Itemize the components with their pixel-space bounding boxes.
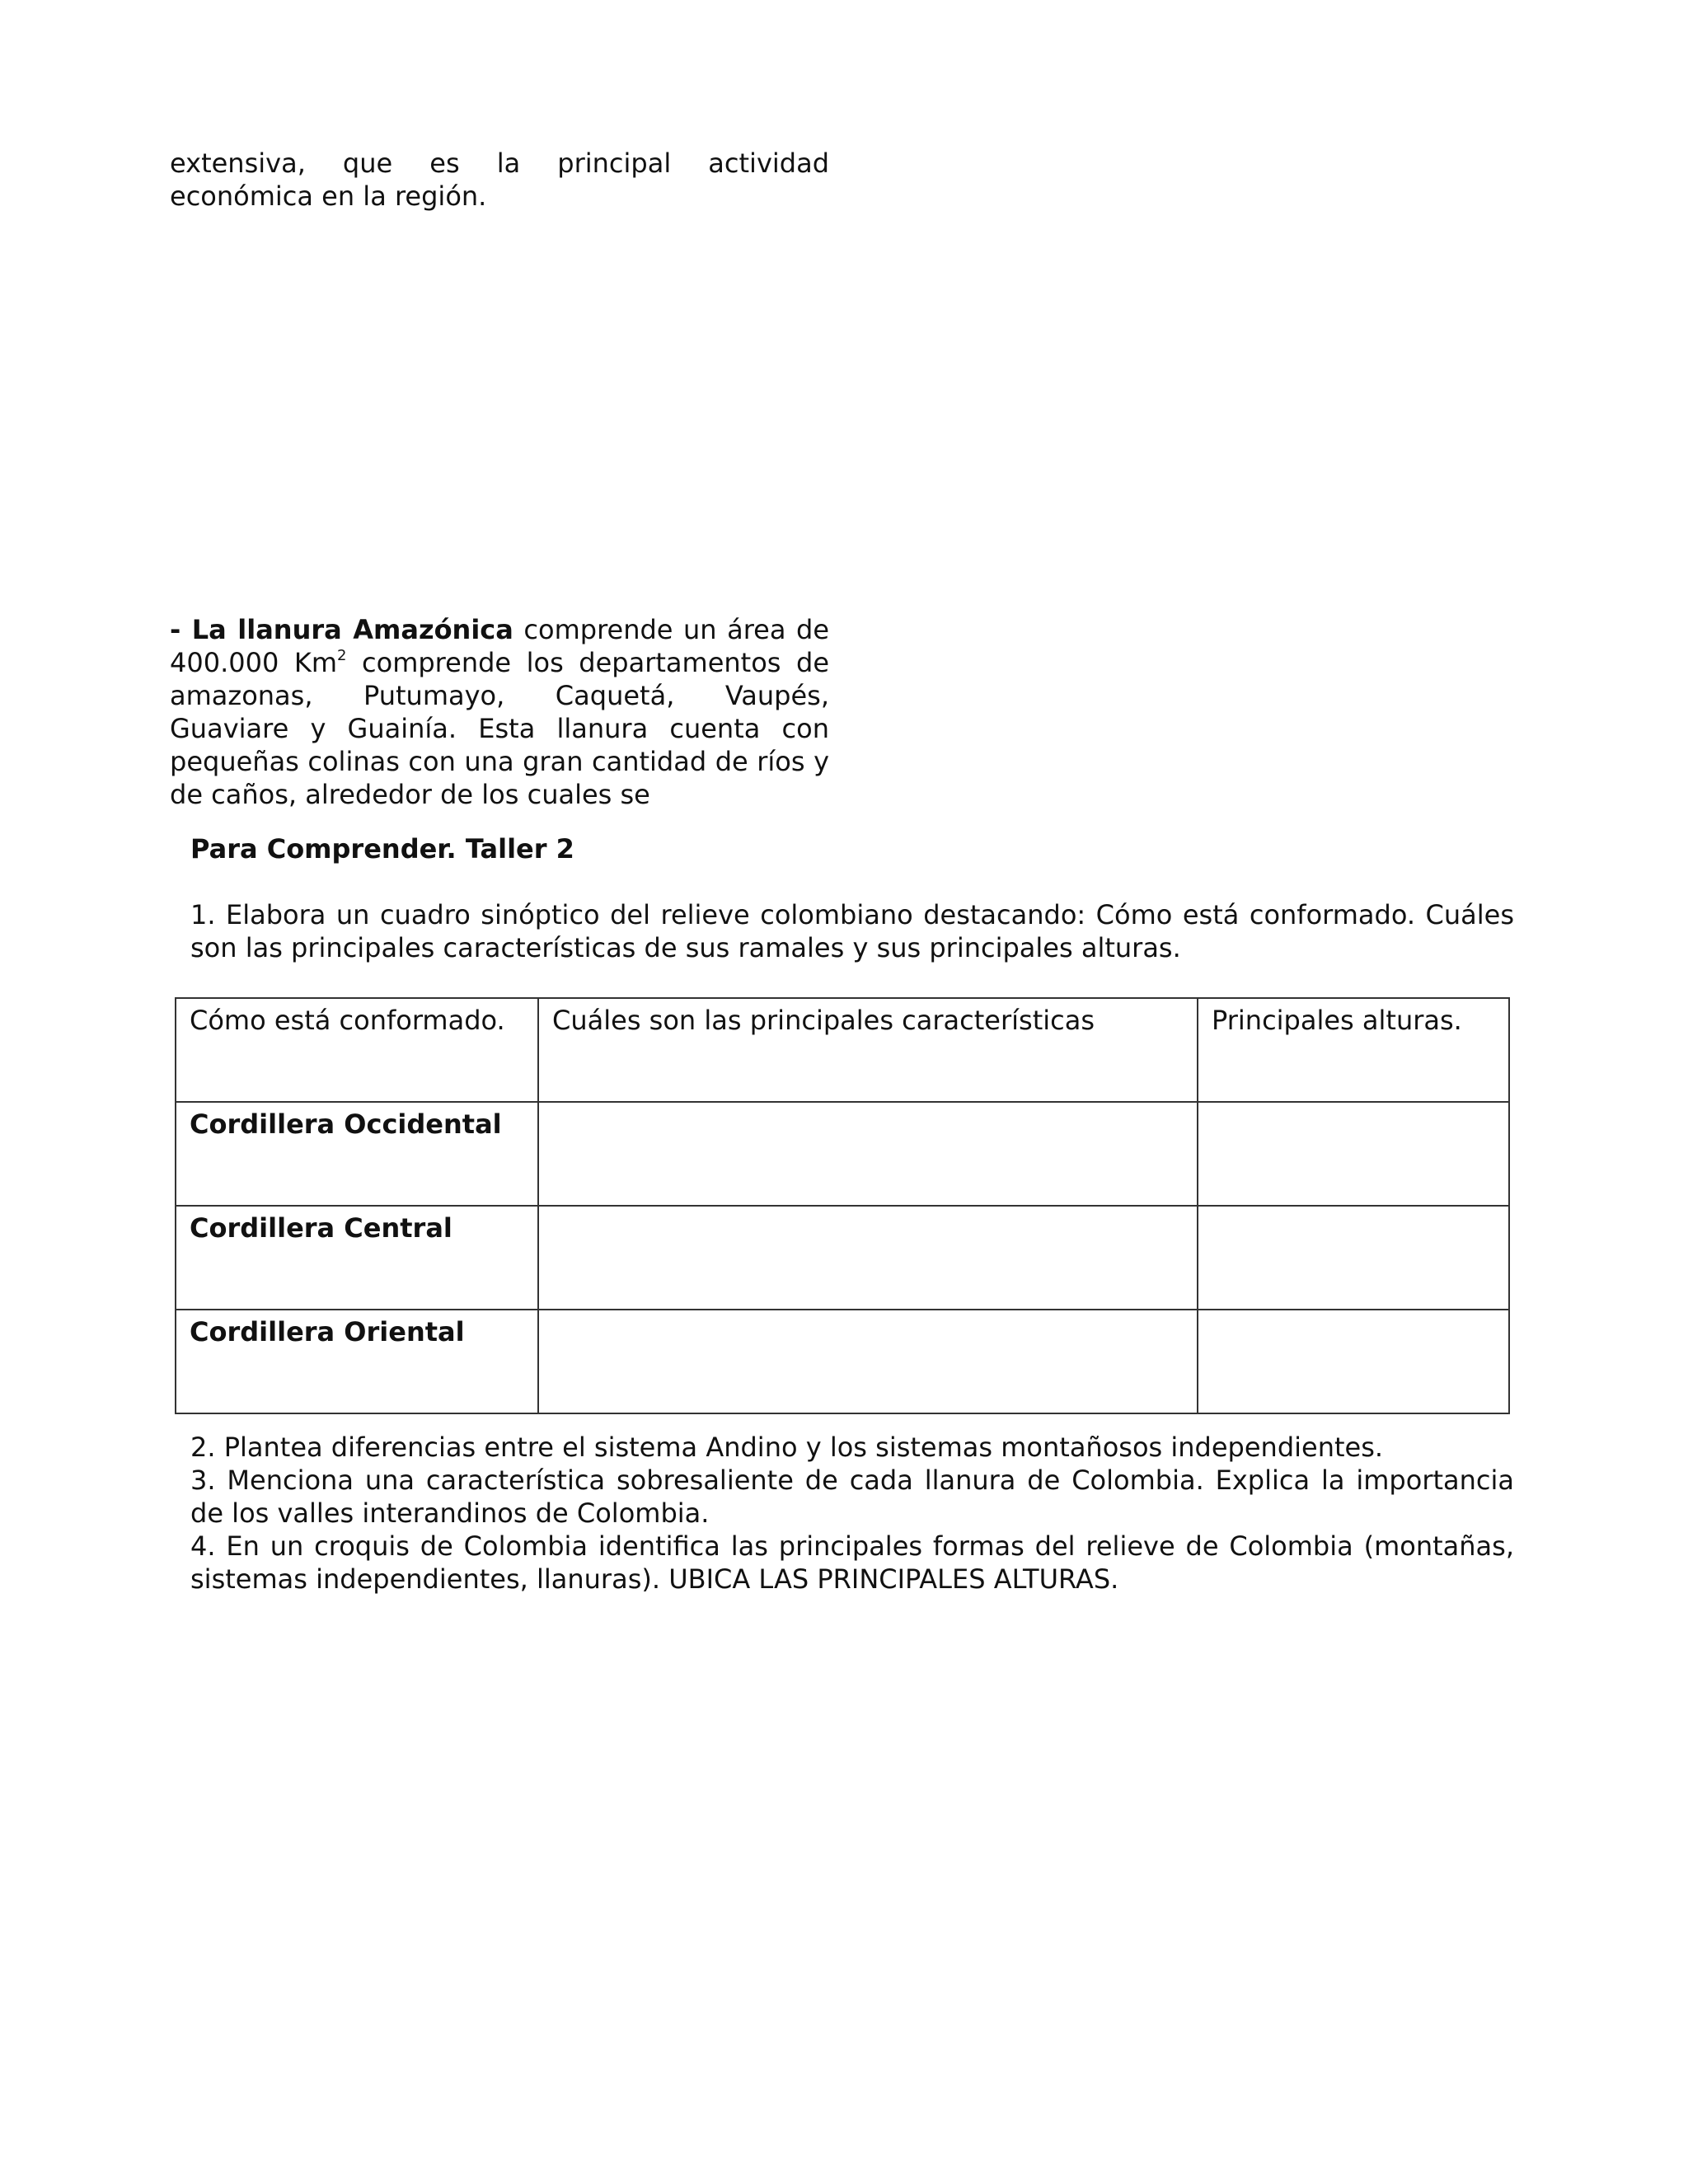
top-paragraph — [170, 147, 829, 213]
table-row — [176, 1310, 1509, 1413]
header-conformado: Cómo está conformado. — [176, 998, 538, 1102]
amazon-paragraph — [170, 613, 829, 818]
row-label-occidental: Cordillera Occidental — [176, 1102, 538, 1206]
amazon-bold-lead: - La llanura Amazónica — [170, 614, 513, 645]
header-caracteristicas: Cuáles son las principales características — [538, 998, 1198, 1102]
amazon-superscript: 2 — [337, 647, 347, 664]
amazon-text-2: de 400.000 Km — [170, 614, 829, 678]
cell-caracteristicas-central[interactable] — [538, 1206, 1198, 1310]
table-row — [176, 1102, 1509, 1206]
row-label-oriental: Cordillera Oriental — [176, 1310, 538, 1413]
top-paragraph-line-2: económica en la región. — [170, 180, 487, 212]
table-row — [176, 1206, 1509, 1310]
question-3: 3. Menciona una característica sobresaliente de cada llanura de Colombia. Explica la importancia de los valles interandinos de Colombia. — [190, 1465, 1514, 1529]
synoptic-table — [175, 997, 1510, 1414]
cell-alturas-central[interactable] — [1198, 1206, 1509, 1310]
cell-alturas-oriental[interactable] — [1198, 1310, 1509, 1413]
question-1: 1. Elabora un cuadro sinóptico del relieve colombiano destacando: Cómo está conformado. Cuáles son las principales características de sus ramales y sus principales alturas. — [190, 899, 1514, 963]
question-2: 2. Plantea diferencias entre el sistema Andino y los sistemas montañosos independientes. — [190, 1432, 1384, 1463]
questions-block — [190, 1431, 1514, 1596]
cell-caracteristicas-oriental[interactable] — [538, 1310, 1198, 1413]
cell-alturas-occidental[interactable] — [1198, 1102, 1509, 1206]
amazon-text-1: comprende un área — [513, 614, 786, 645]
amazon-text-3: comprende los departamentos de amazonas, Putumayo, Caquetá, Vaupés, Guaviare y Guainía. Esta llanura cuenta con pequeñas colinas con una gran cantidad de ríos y de caños, alrededor de los cuales se — [170, 647, 829, 810]
question-4: 4. En un croquis de Colombia identifica las principales formas del relieve de Colombia (montañas, sistemas independientes, llanuras). UBICA LAS PRINCIPALES ALTURAS. — [190, 1530, 1514, 1595]
table-header-row — [176, 998, 1509, 1102]
header-alturas: Principales alturas. — [1198, 998, 1509, 1102]
top-paragraph-line-1: extensiva, que es la principal actividad — [170, 148, 829, 179]
taller-title: Para Comprender. Taller 2 — [190, 833, 574, 865]
cell-caracteristicas-occidental[interactable] — [538, 1102, 1198, 1206]
row-label-central: Cordillera Central — [176, 1206, 538, 1310]
